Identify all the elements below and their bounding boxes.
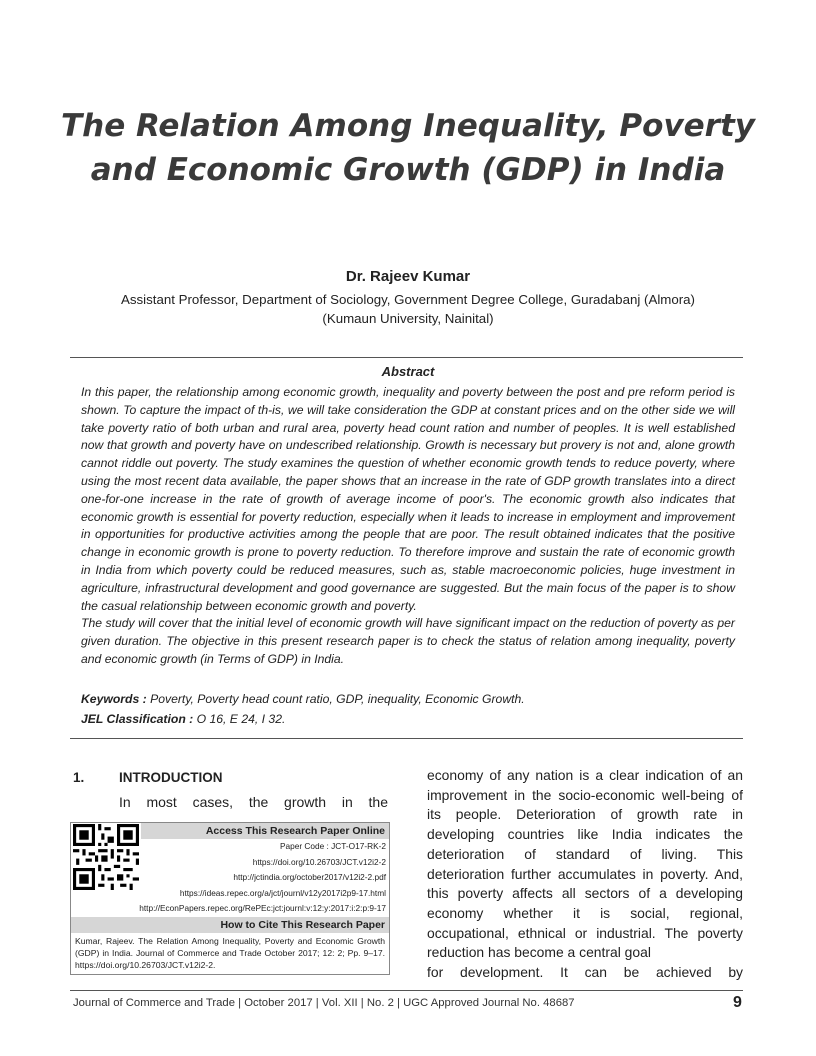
econpapers-link[interactable]: http://EconPapers.repec.org/RePEc:jct:journl:v:12:y:2017:i:2:p:9-17 <box>139 903 386 913</box>
abstract-top-rule <box>70 357 743 358</box>
title-line-1: The Relation Among Inequality, Poverty <box>61 108 755 144</box>
pdf-link[interactable]: http://jctindia.org/october2017/v12i2-2.pdf <box>233 872 386 882</box>
jel-classification <box>81 712 285 726</box>
intro-column-2-last-line: for development. It can be achieved by <box>427 964 743 981</box>
affiliation-line-1: Assistant Professor, Department of Sociology, Government Degree College, Guradabanj (Almora) <box>120 292 695 307</box>
abstract-paragraph-1: In this paper, the relationship among economic growth, inequality and poverty between the post and pre reform period is shown. To capture the impact of th-is, we will take consideration the GDP at constant prices and on the other side we will take poverty ratio of both urban and rural area, poverty head count ration and number of peoples. It is well established now that growth and poverty have on undescribed relationship. Growth is necessary but provery is not and, alone growth cannot riddle out poverty. The study examines the question of whether economic growth tends to reduce poverty, where using the most recent data available, the paper shows that an increase in the rate of GDP growth translates into a direct one-for-one increase in the rate of growth of average income of poor's. The economic growth also indicates that economic growth is essential for poverty reduction, especially when it leads to increase in employment and improvement in opportunities for productive activities among the people that are poor. The result obtained indicates that the positive change in economic growth is prone to poverty reduction. To therefore improve and sustain the rate of economic growth in India from which poverty could be reduced measures, such as, stable macroeconomic policies, huge investment in agriculture, infrastructural development and good governance are suggested. But the main focus of the paper is to show the casual relationship between economic growth and poverty. <box>81 385 735 613</box>
qr-code-icon[interactable] <box>73 824 139 890</box>
abstract-body <box>81 384 735 669</box>
jel-label: JEL Classification : <box>81 712 194 726</box>
jel-text: O 16, E 24, I 32. <box>193 712 286 726</box>
author-name: Dr. Rajeev Kumar <box>345 268 471 285</box>
doi-link[interactable]: https://doi.org/10.26703/JCT.v12i2-2 <box>252 856 386 867</box>
footer-rule <box>70 990 743 991</box>
keywords <box>81 692 525 706</box>
abstract-heading: Abstract <box>381 364 435 379</box>
abstract-paragraph-2: The study will cover that the initial level of economic growth will have significant impact on the reduction of poverty as per given duration. The objective in this present research paper is to check the status of relation among inequality, poverty and economic growth (in Terms of GDP) in India. <box>81 616 735 666</box>
author-affiliation <box>60 290 756 328</box>
intro-column-2-text: economy of any nation is a clear indication of an improvement in the socio-economic well-being of its people. Deterioration of growth rate in developing countries like India indicates the deterioration of standard of living. This deterioration further accumulates in poverty. And, this poverty affects all sectors of a developing economy whether it is social, regional, occupational, ethnical or industrial. The poverty reduction has become a central goal <box>427 767 743 961</box>
intro-column-2 <box>427 766 743 983</box>
cite-heading: How to Cite This Research Paper <box>71 917 389 933</box>
keywords-label: Keywords : <box>81 692 147 706</box>
keywords-text: Poverty, Poverty head count ratio, GDP, inequality, Economic Growth. <box>146 692 525 706</box>
abstract-bottom-rule <box>70 738 743 739</box>
affiliation-line-2: (Kumaun University, Nainital) <box>322 311 494 326</box>
page-number: 9 <box>733 994 742 1011</box>
paper-code: Paper Code : JCT-O17-RK-2 <box>279 841 386 851</box>
intro-first-line: In most cases, the growth in the <box>119 794 388 810</box>
citation-text: Kumar, Rajeev. The Relation Among Inequality, Poverty and Economic Growth (GDP) in India. Journal of Commerce and Trade October 2017; 12: 2; Pp. 9–17. https://doi.org/10.26703/JCT.v12i2-2. <box>75 935 385 970</box>
title-line-2: and Economic Growth (GDP) in India <box>90 152 726 188</box>
paper-title <box>60 104 756 192</box>
journal-footer: Journal of Commerce and Trade | October 2017 | Vol. XII | No. 2 | UGC Approved Journal No. 48687 <box>73 997 575 1009</box>
access-online-heading: Access This Research Paper Online <box>141 823 389 839</box>
section-number: 1. <box>73 770 85 785</box>
access-box <box>70 822 390 975</box>
repec-link[interactable]: https://ideas.repec.org/a/jct/journl/v12y2017i2p9-17.html <box>179 887 386 898</box>
section-title: INTRODUCTION <box>119 770 223 785</box>
